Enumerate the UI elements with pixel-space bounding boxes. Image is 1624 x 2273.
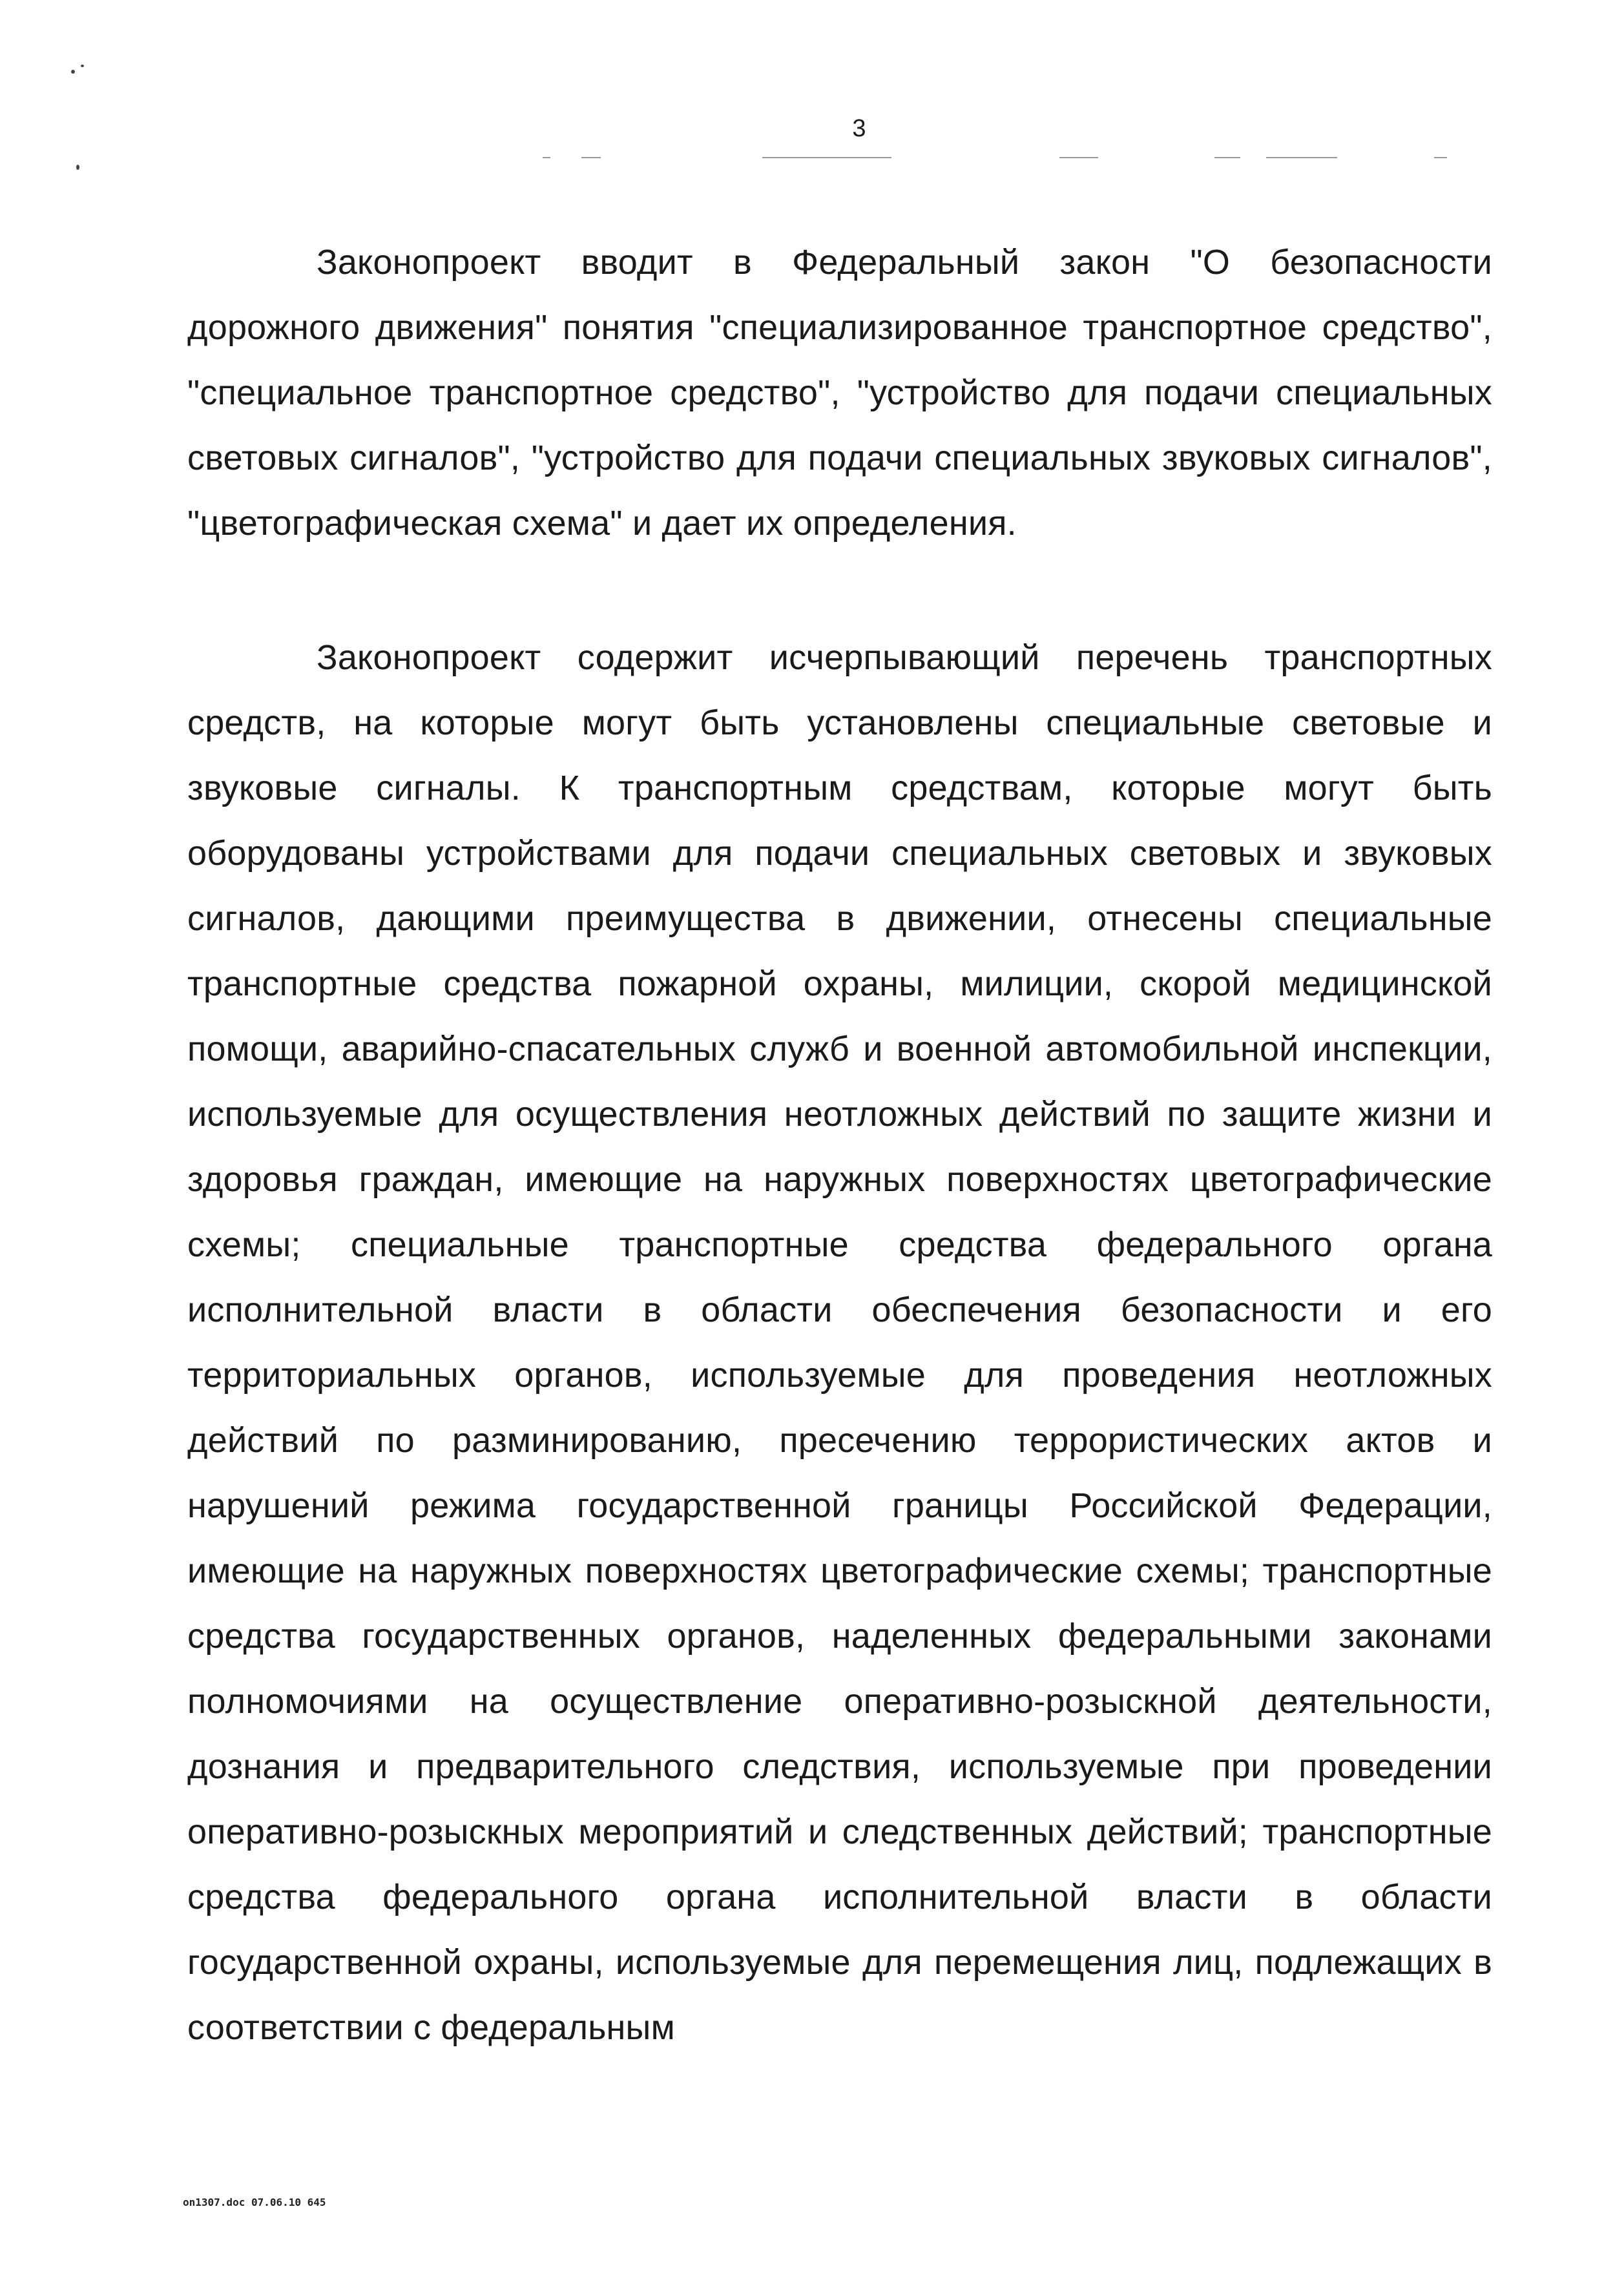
scan-noise-line [543,157,550,158]
scan-speck [81,65,84,67]
scan-noise-line [762,157,891,158]
scan-noise-line [1266,157,1337,158]
scan-speck [76,165,79,170]
scan-noise-line [581,157,601,158]
paragraph-2: Законопроект содержит исчерпывающий перечень транспортных средств, на которые могут быть установлены специальные световые и звуковые сигналы. К транспортным средствам, которые могут быть оборудованы устройствами для подачи специальных световых и звуковых сигналов, дающими преимущества в движении, отнесены специальные транспортные средства пожарной охраны, милиции, скорой медицинской помощи, аварийно-спасательных служб и военной автомобильной инспекции, используемые для осуществления неотложных действий по защите жизни и здоровья граждан, имеющие на наружных поверхностях цветографические схемы; специальные транспортные средства федерального органа исполнительной власти в области обеспечения безопасности и его территориальных органов, используемые для проведения неотложных действий по разминированию, пресечению террористических актов и нарушений режима государственной границы Российской Федерации, имеющие на наружных поверхностях цветографические схемы; транспортные средства государственных органов, наделенных федеральными законами полномочиями на осуществление оперативно-розыскной деятельности, дознания и предварительного следствия, используемые при проведении оперативно-розыскных мероприятий и следственных действий; транспортные средства федерального органа исполнительной власти в области государственной охраны, используемые для перемещения лиц, подлежащих в соответствии с федеральным [187,638,1492,2047]
scan-noise-line [1214,157,1240,158]
scan-speck [71,70,75,74]
scan-noise-line [1434,157,1447,158]
paragraph-1: Законопроект вводит в Федеральный закон "О безопасности дорожного движения" понятия "специализированное транспортное средство", "специальное транспортное средство", "устройство для подачи специальных световых сигналов", "устройство для подачи специальных звуковых сигналов", "цветографическая схема" и дает их определения. [187,243,1492,543]
footer-file-reference: on1307.doc 07.06.10 645 [183,2196,326,2208]
page-number: 3 [852,115,866,142]
scan-noise-line [1059,157,1098,158]
